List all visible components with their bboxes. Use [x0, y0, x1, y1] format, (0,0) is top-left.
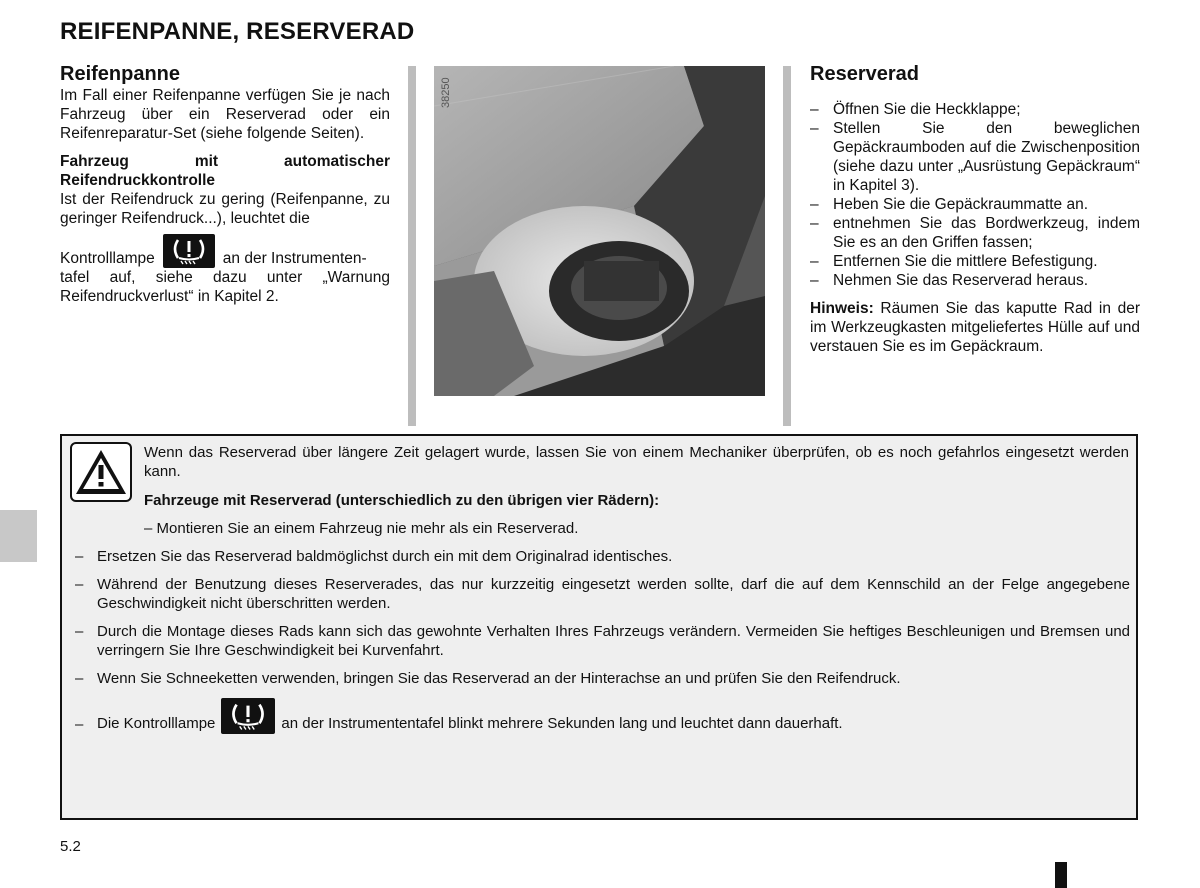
divider-bar-left: [408, 66, 416, 426]
list-item: – Stellen Sie den beweglichen Gepäckraumboden auf die Zwischenposition (siehe dazu unter „Ausrüstung Gepäckraum“ in Kapitel 3).: [810, 119, 1140, 195]
lamp-line: [60, 234, 390, 268]
left-text2: tafel auf, siehe dazu unter „Warnung Reifendruckverlust“ in Kapitel 2.: [60, 269, 390, 305]
trunk-spare-wheel-photo: [434, 66, 765, 396]
page-number: 5.2: [60, 838, 81, 855]
tyre-pressure-warning-icon: [163, 234, 215, 268]
warning-lamp-label-after: an der Instrumententafel blinkt mehrere Sekunden lang und leuchtet dann dauerhaft.: [281, 715, 843, 732]
warning-subheading: Fahrzeuge mit Reserverad (unterschiedlich zu den übrigen vier Rädern):: [144, 492, 660, 509]
warning-lamp-label-before: – Die Kontrolllampe: [97, 715, 216, 732]
note-text: Räumen Sie das kaputte Rad in der im Werkzeugkasten mitgeliefertes Hülle auf und verstauen Sie es im Gepäckraum.: [810, 300, 1140, 355]
warning-lamp-item: [75, 698, 1130, 734]
lamp-label-before: Kontrolllampe: [60, 250, 155, 267]
list-item: – Entfernen Sie die mittlere Befestigung.: [810, 252, 1140, 271]
tyre-pressure-warning-icon: [221, 698, 275, 734]
warning-intro: Wenn das Reserverad über längere Zeit gelagert wurde, lassen Sie von einem Mechaniker überprüfen, ob es noch gefahrlos eingesetzt werden kann.: [144, 444, 1129, 480]
chapter-tab: [0, 510, 37, 562]
right-column: [810, 62, 1140, 356]
warning-triangle-icon: [70, 442, 132, 502]
list-item: – Öffnen Sie die Heckklappe;: [810, 100, 1140, 119]
lamp-label-after: an der Instrumenten-: [222, 250, 367, 267]
warning-item: – Während der Benutzung dieses Reserverades, das nur kurzzeitig eingesetzt werden sollte, darf die auf dem Kennschild an der Felge angegebene Geschwindigkeit nicht überschritten werden.: [75, 575, 1130, 613]
left-intro: Im Fall einer Reifenpanne verfügen Sie je nach Fahrzeug über ein Reserverad oder ein Reifenreparatur-Set (siehe folgende Seiten).: [60, 87, 390, 142]
left-heading: Reifenpanne: [60, 63, 181, 85]
divider-bar-right: [783, 66, 791, 426]
right-heading: Reserverad: [810, 63, 919, 85]
warning-item-first: – Montieren Sie an einem Fahrzeug nie mehr als ein Reserverad.: [144, 520, 579, 537]
left-column: [60, 62, 390, 306]
list-item: – Heben Sie die Gepäckraummatte an.: [810, 195, 1140, 214]
note-label: Hinweis:: [810, 300, 874, 317]
photo-reference-number: 38250: [440, 77, 452, 108]
warning-item: – Wenn Sie Schneeketten verwenden, bringen Sie das Reserverad an der Hinterachse an und prüfen Sie den Reifendruck.: [75, 669, 1130, 688]
warning-item: – Durch die Montage dieses Rads kann sich das gewohnte Verhalten Ihres Fahrzeugs verändern. Vermeiden Sie heftiges Beschleunigen und Bremsen und verringern Sie Ihre Geschwindigkeit bei Kurvenfahrt.: [75, 622, 1130, 660]
page-title: REIFENPANNE, RESERVERAD: [60, 18, 415, 45]
page-edge-marker: [1055, 862, 1067, 888]
steps-list: [810, 100, 1140, 290]
note: [810, 299, 1140, 356]
left-subheading: Fahrzeug mit automatischer Reifendruckkontrolle: [60, 153, 390, 189]
left-text1: Ist der Reifendruck zu gering (Reifenpanne, zu geringer Reifendruck...), leuchtet die: [60, 191, 390, 227]
list-item: – entnehmen Sie das Bordwerkzeug, indem Sie es an den Griffen fassen;: [810, 214, 1140, 252]
list-item: – Nehmen Sie das Reserverad heraus.: [810, 271, 1140, 290]
warning-item: – Ersetzen Sie das Reserverad baldmöglichst durch ein mit dem Originalrad identisches.: [75, 547, 1130, 566]
